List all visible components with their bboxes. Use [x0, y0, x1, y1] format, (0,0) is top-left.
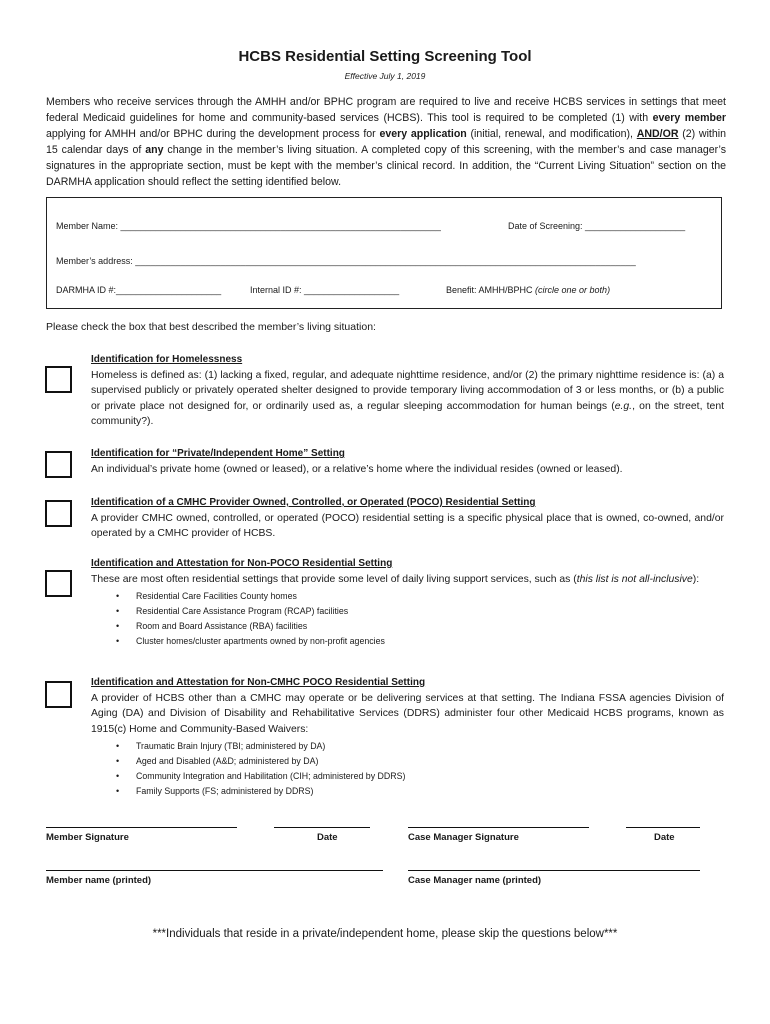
- section-body-italic: e.g.: [614, 400, 633, 412]
- non-cmhc-poco-checkbox[interactable]: [45, 681, 72, 708]
- list-item-text: Room and Board Assistance (RBA) facilities: [136, 621, 308, 631]
- bullet-icon: •: [116, 606, 120, 616]
- section-body: An individual’s private home (owned or leased), or a relative’s home where the individual resides (owned or leased).: [91, 463, 623, 475]
- section-body-end: , on the street, tent community?).: [91, 400, 724, 427]
- member-signature-label: Member Signature: [46, 832, 129, 843]
- list-item: [116, 784, 724, 799]
- homelessness-checkbox[interactable]: [45, 366, 72, 393]
- intro-text-2: applying for AMHH and/or BPHC during the development process for: [46, 128, 380, 140]
- bullet-icon: •: [116, 786, 120, 796]
- intro-bold-and-or: AND/OR: [636, 128, 679, 140]
- case-manager-signature-label: Case Manager Signature: [408, 832, 519, 843]
- list-item-text: Cluster homes/cluster apartments owned by non-profit agencies: [136, 636, 385, 646]
- section-private-home: [91, 446, 724, 477]
- date-of-screening-field[interactable]: Date of Screening: ____________________: [508, 221, 686, 231]
- section-homelessness: [91, 352, 724, 430]
- section-body: [91, 572, 724, 588]
- intro-text-1: Members who receive services through the AMHH and/or BPHC program are required to live and receive HCBS services in settings that meet federal Medicaid guidelines for home and community-based services (HCBS). This tool is required to be completed (1) with: [46, 96, 726, 124]
- list-item-text: Residential Care Assistance Program (RCAP) facilities: [136, 606, 349, 616]
- intro-text-3: (initial, renewal, and modification),: [466, 128, 637, 140]
- document-title: HCBS Residential Setting Screening Tool: [238, 48, 532, 65]
- list-item: [116, 619, 724, 634]
- benefit-note: (circle one or both): [535, 285, 611, 295]
- case-manager-name-printed-label: Case Manager name (printed): [408, 875, 542, 886]
- section-heading: Identification for “Private/Independent Home” Setting: [91, 448, 345, 459]
- case-manager-signature-line[interactable]: [408, 827, 589, 828]
- non-poco-checkbox[interactable]: [45, 570, 72, 597]
- non-poco-list: [91, 589, 724, 649]
- list-item-text: Community Integration and Habilitation (CIH; administered by DDRS): [136, 771, 406, 781]
- member-info-box: [46, 197, 722, 309]
- section-cmhc-poco: [91, 495, 724, 542]
- internal-id-field[interactable]: Internal ID #: ___________________: [250, 285, 400, 295]
- list-item: [116, 754, 724, 769]
- benefit-label: Benefit: AMHH/BPHC: [446, 285, 536, 295]
- footer-note: ***Individuals that reside in a private/independent home, please skip the questions below***: [152, 928, 618, 940]
- section-body: A provider CMHC owned, controlled, or operated (POCO) residential setting is a specific physical place that is owned, co-owned, and/or operated by a CMHC provider of HCBS.: [91, 512, 724, 539]
- list-item: [116, 739, 724, 754]
- list-item-text: Family Supports (FS; administered by DDRS): [136, 786, 314, 796]
- intro-bold-every-application: every application: [379, 128, 467, 140]
- intro-bold-every-member: every member: [652, 112, 726, 124]
- section-body: [91, 368, 724, 430]
- list-item: [116, 769, 724, 784]
- case-manager-date-line[interactable]: [626, 827, 700, 828]
- case-manager-name-printed-line[interactable]: [408, 870, 700, 871]
- bullet-icon: •: [116, 741, 120, 751]
- date-label: Date: [317, 832, 338, 843]
- private-home-checkbox[interactable]: [45, 451, 72, 478]
- section-body-text: Homeless is defined as: (1) lacking a fixed, regular, and adequate nighttime residence, and/or (2) the primary nighttime residence is: (a) a supervised publicly or privately operated shelter designed to provide temporary living accommodation of 3 or less months, or (b) a public or private place not designed for, or ordinarily used as, a regular sleeping accommodation for human beings (: [91, 369, 724, 412]
- section-heading: Identification and Attestation for Non-POCO Residential Setting: [91, 558, 393, 569]
- member-signature-line[interactable]: [46, 827, 237, 828]
- intro-text-5: change in the member’s living situation. A completed copy of this screening, with the member’s and case manager’s signatures in the appropriate section, must be kept with the member’s clinical record. In addition, the “Current Living Situation” section on the DARMHA application should reflect the setting identified below.: [46, 144, 726, 188]
- intro-text-4: (2) within 15 calendar days of: [46, 128, 727, 156]
- list-item: [116, 604, 724, 619]
- bullet-icon: •: [116, 756, 120, 766]
- bullet-icon: •: [116, 636, 120, 646]
- section-non-cmhc-poco: [91, 675, 724, 799]
- bullet-icon: •: [116, 771, 120, 781]
- section-body-italic: this list is not all-inclusive: [576, 573, 693, 585]
- darmha-id-field[interactable]: DARMHA ID #:_____________________: [56, 285, 222, 295]
- list-item: [116, 589, 724, 604]
- member-address-field[interactable]: Member’s address: ____________________________________________________________________________________________________: [56, 256, 636, 266]
- section-body-end: ):: [692, 573, 700, 585]
- benefit-field[interactable]: [446, 285, 610, 295]
- effective-date: Effective July 1, 2019: [344, 71, 426, 81]
- cmhc-poco-checkbox[interactable]: [45, 500, 72, 527]
- member-name-printed-line[interactable]: [46, 870, 383, 871]
- member-name-printed-label: Member name (printed): [46, 875, 152, 886]
- intro-paragraph: [46, 94, 726, 190]
- list-item-text: Traumatic Brain Injury (TBI; administered by DA): [136, 741, 326, 751]
- section-heading: Identification and Attestation for Non-CMHC POCO Residential Setting: [91, 677, 426, 688]
- section-heading: Identification for Homelessness: [91, 354, 243, 365]
- member-date-line[interactable]: [274, 827, 370, 828]
- bullet-icon: •: [116, 621, 120, 631]
- waiver-list: [91, 739, 724, 799]
- intro-bold-any: any: [145, 144, 164, 156]
- section-body: A provider of HCBS other than a CMHC may operate or be delivering services at that setting. The Indiana FSSA agencies Division of Aging (DA) and Division of Disability and Rehabilitative Services (DDRS) administer four other Medicaid HCBS programs, known as 1915(c) Home and Community-Based Waivers:: [91, 692, 724, 735]
- bullet-icon: •: [116, 591, 120, 601]
- list-item: [116, 634, 724, 649]
- list-item-text: Aged and Disabled (A&D; administered by DA): [136, 756, 319, 766]
- list-item-text: Residential Care Facilities County homes: [136, 591, 297, 601]
- member-name-field[interactable]: Member Name: ________________________________________________________________: [56, 221, 441, 231]
- section-non-poco: [91, 556, 724, 649]
- check-instruction: Please check the box that best described the member’s living situation:: [46, 321, 376, 333]
- date-label: Date: [654, 832, 675, 843]
- section-heading: Identification of a CMHC Provider Owned, Controlled, or Operated (POCO) Residential Setting: [91, 497, 536, 508]
- section-body-text: These are most often residential settings that provide some level of daily living support services, such as (: [91, 573, 577, 585]
